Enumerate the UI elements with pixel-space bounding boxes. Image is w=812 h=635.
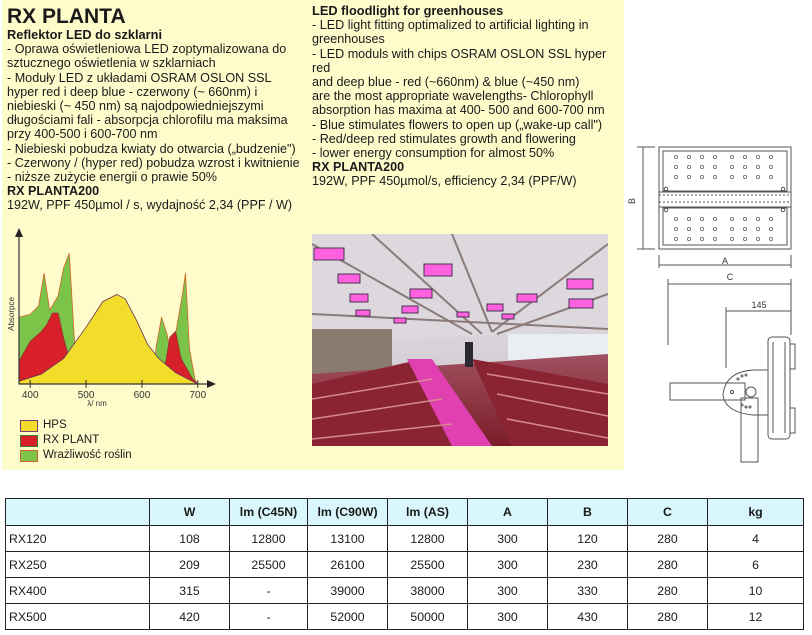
cell-b: 120 <box>548 526 628 552</box>
led-dot <box>743 227 746 230</box>
header-b: B <box>548 499 628 526</box>
dimension-c-label: C <box>726 272 734 282</box>
english-subtitle: LED floodlight for greenhouses <box>312 3 504 18</box>
y-axis-label: Absorpce <box>7 297 16 331</box>
led-dot <box>687 217 690 220</box>
header-c: C <box>628 499 708 526</box>
polish-line: sztucznego oświetlenia w szklarniach <box>7 56 216 71</box>
x-tick-label: 500 <box>77 390 95 401</box>
cell-lm-c90w: 13100 <box>308 526 388 552</box>
led-dot <box>674 237 677 240</box>
cell-lm-c90w: 39000 <box>308 578 388 604</box>
english-line: and deep blue - red (~660nm) & blue (~450 nm) <box>312 75 580 90</box>
led-dot <box>756 237 759 240</box>
legend-item-hps <box>20 418 132 433</box>
cell-lm-c45n: - <box>230 604 308 630</box>
led-dot <box>674 175 677 178</box>
led-dot <box>730 165 733 168</box>
dimension-145-label: 145 <box>751 300 767 310</box>
led-dot <box>756 175 759 178</box>
cell-kg: 10 <box>708 578 804 604</box>
cell-b: 330 <box>548 578 628 604</box>
cell-model: RX250 <box>6 552 150 578</box>
led-dot <box>756 227 759 230</box>
greenhouse-photo <box>312 234 608 446</box>
led-dot <box>769 237 772 240</box>
table-header-row <box>6 499 804 526</box>
led-dot <box>756 155 759 158</box>
legend-label: Wrażliwość roślin <box>43 449 132 461</box>
led-dot <box>687 155 690 158</box>
cell-a: 300 <box>468 578 548 604</box>
cell-model: RX500 <box>6 604 150 630</box>
product-title: RX PLANTA <box>7 5 126 28</box>
english-line: absorption has maxima at 400- 500 and 600-700 nm <box>312 103 605 118</box>
header-a: A <box>468 499 548 526</box>
english-line: red <box>312 60 331 75</box>
polish-line: hyper red i deep blue - czerwony (~ 660nm) i <box>7 84 258 99</box>
cell-c: 280 <box>628 578 708 604</box>
led-dot <box>769 175 772 178</box>
led-dot <box>700 155 703 158</box>
led-dot <box>743 155 746 158</box>
mount-hole <box>781 187 785 191</box>
table-row <box>6 552 804 578</box>
cell-watt: 315 <box>150 578 230 604</box>
polish-line: niebieski (~ 450 nm) są najodpowiedniejszymi <box>7 99 264 114</box>
cell-c: 280 <box>628 552 708 578</box>
mount-hole <box>664 208 668 212</box>
polish-line: - Moduły LED z układami OSRAM OSLON SSL <box>7 70 272 85</box>
cell-kg: 6 <box>708 552 804 578</box>
header-watt: W <box>150 499 230 526</box>
x-axis-arrow-icon <box>207 380 216 388</box>
header-lm-as: lm (AS) <box>388 499 468 526</box>
led-dot <box>756 165 759 168</box>
led-dot <box>769 165 772 168</box>
led-dot <box>700 175 703 178</box>
polish-line: - niższe zużycie energii o prawie 50% <box>7 170 217 185</box>
cell-a: 300 <box>468 552 548 578</box>
led-dot <box>743 175 746 178</box>
x-tick-label: 400 <box>21 390 39 401</box>
led-dot <box>730 227 733 230</box>
cell-watt: 108 <box>150 526 230 552</box>
polish-line: przy 400-500 i 600-700 nm <box>7 127 158 142</box>
polish-description <box>7 4 307 213</box>
polish-model-spec: 192W, PPF 450µmol / s, wydajność 2,34 (PPF / W) <box>7 198 293 213</box>
cell-b: 230 <box>548 552 628 578</box>
cell-lm-as: 25500 <box>388 552 468 578</box>
led-dot <box>700 217 703 220</box>
header-model <box>6 499 150 526</box>
english-line: are the most appropriate wavelengths- Chlorophyll <box>312 89 594 104</box>
english-line: - Red/deep red stimulates growth and flowering <box>312 131 576 146</box>
cell-watt: 420 <box>150 604 230 630</box>
led-dot <box>713 217 716 220</box>
header-lm-c90w: lm (C90W) <box>308 499 388 526</box>
english-model-spec: 192W, PPF 450µmol/s, efficiency 2,34 (PPF/W) <box>312 174 577 189</box>
plant-sensitivity-swatch <box>20 450 38 462</box>
led-dot <box>730 217 733 220</box>
legend-item-rx-plant <box>20 433 132 448</box>
spectrum-chart <box>4 224 224 469</box>
led-dot <box>756 217 759 220</box>
cell-a: 300 <box>468 604 548 630</box>
side-view <box>668 279 795 462</box>
table-row <box>6 578 804 604</box>
spectrum-plot <box>4 224 224 414</box>
polish-subtitle: Reflektor LED do szklarni <box>7 27 163 42</box>
cell-lm-c45n: - <box>230 578 308 604</box>
polish-line: - Niebieski pobudza kwiaty do otwarcia („budzenie") <box>7 141 296 156</box>
led-dot <box>713 237 716 240</box>
dimension-b-label: B <box>627 197 637 205</box>
cell-lm-as: 38000 <box>388 578 468 604</box>
led-dot <box>713 155 716 158</box>
polish-line: - Czerwony / (hyper red) pobudza wzrost i kwitnienie <box>7 155 300 170</box>
rx-plant-swatch <box>20 435 38 447</box>
led-dot <box>687 237 690 240</box>
cell-lm-c45n: 25500 <box>230 552 308 578</box>
y-axis-arrow-icon <box>15 228 23 237</box>
cell-lm-as: 12800 <box>388 526 468 552</box>
cell-watt: 209 <box>150 552 230 578</box>
led-dot <box>743 165 746 168</box>
legend-label: HPS <box>43 419 67 431</box>
led-dot <box>713 175 716 178</box>
cell-c: 280 <box>628 604 708 630</box>
led-dot <box>743 217 746 220</box>
english-model-name: RX PLANTA200 <box>312 160 405 175</box>
chart-legend <box>20 418 132 463</box>
legend-label: RX PLANT <box>43 434 100 446</box>
led-dot <box>687 175 690 178</box>
led-dot <box>713 165 716 168</box>
cell-lm-as: 50000 <box>388 604 468 630</box>
legend-item-plant-sensitivity <box>20 448 132 463</box>
cell-b: 430 <box>548 604 628 630</box>
x-tick-label: 700 <box>189 390 207 401</box>
led-dot <box>769 155 772 158</box>
cell-model: RX120 <box>6 526 150 552</box>
cell-lm-c90w: 26100 <box>308 552 388 578</box>
led-dot <box>730 237 733 240</box>
table-row <box>6 604 804 630</box>
english-line: - LED moduls with chips OSRAM OSLON SSL hyper <box>312 46 607 61</box>
dimension-drawing <box>625 140 812 470</box>
x-axis-label: λ/ nm <box>87 399 107 408</box>
led-dot <box>674 165 677 168</box>
cell-c: 280 <box>628 526 708 552</box>
led-dot <box>687 165 690 168</box>
led-dot <box>769 217 772 220</box>
led-dot <box>713 227 716 230</box>
cell-model: RX400 <box>6 578 150 604</box>
led-dot <box>674 227 677 230</box>
mount-hole <box>664 187 668 191</box>
mount-hole <box>781 208 785 212</box>
header-lm-c45n: lm (C45N) <box>230 499 308 526</box>
table-row <box>6 526 804 552</box>
led-dot <box>730 155 733 158</box>
spec-table <box>5 498 804 630</box>
polish-line: - Oprawa oświetleniowa LED zoptymalizowana do <box>7 42 287 57</box>
led-dot <box>674 155 677 158</box>
led-dot <box>730 175 733 178</box>
english-line: - Blue stimulates flowers to open up („wake-up call") <box>312 117 603 132</box>
polish-model-name: RX PLANTA200 <box>7 184 100 199</box>
led-dot <box>700 237 703 240</box>
cell-a: 300 <box>468 526 548 552</box>
hps-swatch <box>20 420 38 432</box>
cell-kg: 12 <box>708 604 804 630</box>
english-line: - LED light fitting optimalized to artificial lighting in <box>312 18 589 33</box>
english-line: greenhouses <box>312 32 385 47</box>
led-dot <box>743 237 746 240</box>
header-kg: kg <box>708 499 804 526</box>
polish-line: długościami fali - absorpcja chlorofilu ma maksima <box>7 113 288 128</box>
english-line: - lower energy consumption for almost 50% <box>312 146 555 161</box>
led-dot <box>769 227 772 230</box>
english-description <box>312 4 624 189</box>
cell-kg: 4 <box>708 526 804 552</box>
x-tick-label: 600 <box>133 390 151 401</box>
cell-lm-c45n: 12800 <box>230 526 308 552</box>
dimension-a-label: A <box>721 256 729 266</box>
cell-lm-c90w: 52000 <box>308 604 388 630</box>
front-view <box>637 147 791 268</box>
led-dot <box>674 217 677 220</box>
led-dot <box>700 227 703 230</box>
led-dot <box>687 227 690 230</box>
led-dot <box>700 165 703 168</box>
